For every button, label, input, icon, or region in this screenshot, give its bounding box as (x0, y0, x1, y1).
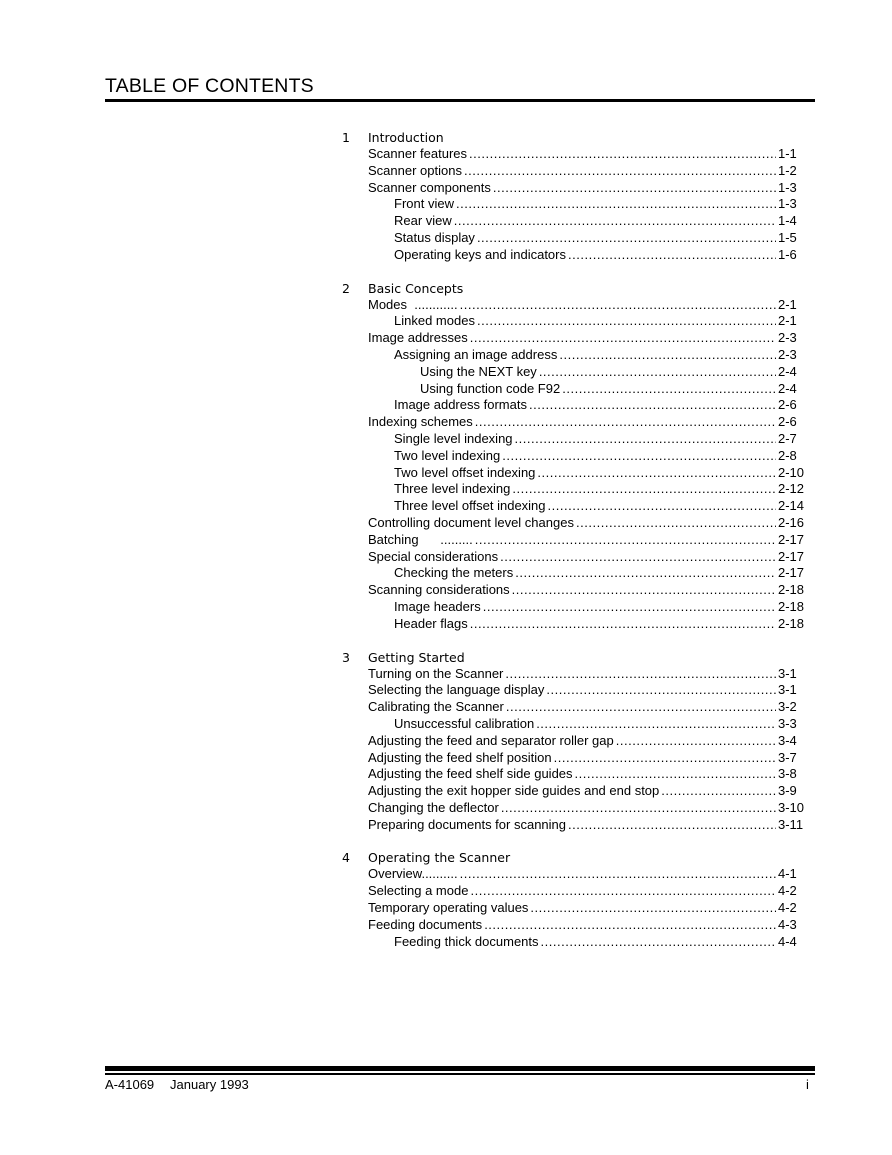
toc-entry-label: Unsuccessful calibration (394, 715, 535, 731)
section-title: Operating the Scanner (368, 850, 511, 866)
toc-entry-page: 2-17 (778, 531, 805, 547)
toc-entry-page: 1-2 (778, 162, 797, 178)
toc-entry[interactable] (368, 330, 810, 347)
toc-entry-label: Adjusting the feed shelf side guides (368, 766, 573, 782)
toc-entry[interactable] (394, 599, 810, 616)
toc-entry-page: 2-3 (778, 330, 797, 346)
toc-entry-page: 2-14 (778, 498, 805, 514)
toc-entry[interactable] (368, 766, 810, 783)
dot-leader (568, 247, 776, 264)
toc-entry-label: Changing the deflector (368, 799, 499, 815)
toc-entry-page: 2-18 (778, 598, 805, 614)
toc-entry-page: 2-10 (778, 464, 805, 480)
section-number: 1 (342, 130, 350, 145)
dot-leader (515, 431, 776, 448)
toc-entry-label: Indexing schemes (368, 414, 473, 430)
toc-entry[interactable] (368, 733, 810, 750)
dot-leader (616, 733, 776, 750)
toc-entry[interactable] (368, 883, 810, 900)
toc-entry-label: Scanner features (368, 146, 468, 161)
toc-entry-label: Turning on the Scanner (368, 665, 504, 681)
toc-entry[interactable] (394, 397, 810, 414)
dot-leader (460, 297, 776, 314)
footer-rule-thick (105, 1066, 815, 1071)
toc-entry-page: 1-5 (778, 229, 797, 245)
toc-entry[interactable] (368, 297, 810, 314)
toc-entry-page: 2-17 (778, 565, 805, 581)
toc-entry-label: Linked modes (394, 313, 475, 329)
dot-leader (469, 146, 776, 163)
toc-entry-page: 2-3 (778, 346, 797, 362)
footer-page-number: i (806, 1077, 809, 1092)
dot-leader (576, 515, 776, 532)
dot-leader (456, 196, 776, 213)
toc-entry-page: 3-2 (778, 699, 797, 715)
toc-entry-page: 4-2 (778, 900, 797, 916)
toc-entry-label: Rear view (394, 213, 452, 229)
dot-leader (661, 783, 776, 800)
toc-entry-label: Calibrating the Scanner (368, 699, 504, 715)
toc-entry-label: Image headers (394, 598, 481, 614)
toc-entry-page: 2-16 (778, 514, 805, 530)
dot-leader (541, 934, 776, 951)
dot-leader (501, 800, 776, 817)
toc-entry-page: 2-17 (778, 548, 805, 564)
dot-leader (512, 481, 776, 498)
toc-entry[interactable] (368, 515, 810, 532)
toc-entry[interactable] (368, 800, 810, 817)
toc-entry[interactable] (368, 817, 810, 834)
dot-leader (554, 750, 776, 767)
toc-entry[interactable] (368, 414, 810, 431)
toc-entry-label: Checking the meters (394, 565, 514, 581)
toc-entry-page: 3-10 (778, 799, 805, 815)
toc-entry[interactable] (368, 917, 810, 934)
toc-entry-page: 1-6 (778, 246, 797, 262)
toc-section (340, 833, 810, 950)
toc-entry-label: Adjusting the feed shelf position (368, 749, 552, 765)
toc-entry[interactable] (394, 196, 810, 213)
toc-entry-label: Selecting a mode (368, 883, 469, 899)
section-number: 3 (342, 649, 350, 665)
dot-leader (477, 313, 776, 330)
dot-leader (562, 381, 776, 398)
toc-entry-page: 2-1 (778, 296, 797, 312)
toc-entry-label: Temporary operating values (368, 900, 529, 916)
toc-entry-page: 1-3 (778, 179, 797, 195)
dot-leader (515, 565, 776, 582)
toc-entry-label: Front view (394, 196, 454, 212)
footer-rule-thin (105, 1073, 815, 1075)
title-rule (105, 99, 815, 102)
toc-entry-label: Two level offset indexing (394, 464, 536, 480)
toc-entry-page: 4-1 (778, 866, 797, 882)
toc-entry-label: Controlling document level changes (368, 514, 574, 530)
dot-leader (529, 397, 776, 414)
toc-entry-page: 2-6 (778, 414, 797, 430)
section-number: 4 (342, 850, 350, 866)
toc-entry-label: Operating keys and indicators (394, 246, 566, 262)
toc-entry-page: 1-1 (778, 146, 797, 161)
toc-entry-page: 3-7 (778, 749, 797, 765)
toc-entry[interactable] (394, 448, 810, 465)
toc-entry[interactable] (394, 565, 810, 582)
toc-entry-page: 3-11 (778, 816, 804, 832)
toc-entry[interactable] (368, 699, 810, 716)
toc-entry[interactable] (368, 163, 810, 180)
toc-entry-label: Scanning considerations (368, 582, 510, 598)
dot-leader (464, 163, 776, 180)
toc-entry[interactable] (394, 431, 810, 448)
toc-entry-label: Adjusting the exit hopper side guides and end stop (368, 783, 660, 799)
toc-entry-label: Feeding documents (368, 916, 483, 932)
toc-entry-page: 1-4 (778, 213, 797, 229)
dot-leader (506, 699, 776, 716)
dot-leader (500, 549, 776, 566)
toc-entry-label: Selecting the language display (368, 682, 545, 698)
toc-entry-label: Image address formats (394, 397, 527, 413)
toc-entry-label: Three level offset indexing (394, 498, 546, 514)
table-of-contents (340, 129, 810, 950)
toc-entry[interactable] (368, 682, 810, 699)
dot-leader (470, 330, 776, 347)
toc-entry[interactable] (394, 247, 810, 264)
toc-entry[interactable] (368, 783, 810, 800)
section-number: 2 (342, 280, 350, 296)
toc-entry-page: 2-4 (778, 363, 797, 379)
dot-leader (483, 599, 776, 616)
section-heading (340, 849, 810, 866)
section-heading (340, 649, 810, 666)
toc-entry-page: 2-6 (778, 397, 797, 413)
toc-entry-page: 3-1 (778, 665, 797, 681)
toc-entry[interactable] (394, 213, 810, 230)
dot-leader (546, 682, 776, 699)
dot-leader (502, 448, 776, 465)
toc-entry[interactable] (394, 465, 810, 482)
toc-entry-label: Batching ......... (368, 531, 473, 547)
toc-entry-label: Scanner components (368, 179, 491, 195)
dot-leader (470, 883, 776, 900)
dot-leader (548, 498, 776, 515)
section-title: Getting Started (368, 649, 465, 665)
toc-entry[interactable] (368, 750, 810, 767)
dot-leader (575, 766, 776, 783)
toc-entry[interactable] (368, 866, 810, 883)
page-title: TABLE OF CONTENTS (105, 75, 314, 97)
dot-leader (568, 817, 776, 834)
toc-entry-page: 4-2 (778, 883, 797, 899)
toc-section (340, 633, 810, 834)
dot-leader (454, 213, 776, 230)
toc-entry[interactable] (420, 364, 810, 381)
dot-leader (475, 532, 776, 549)
dot-leader (536, 716, 776, 733)
toc-entry-label: Feeding thick documents (394, 933, 539, 949)
toc-entry-page: 2-7 (778, 430, 797, 446)
toc-entry-label: Image addresses (368, 330, 468, 346)
toc-entry[interactable] (394, 716, 810, 733)
toc-entry-page: 3-3 (778, 715, 797, 731)
toc-section (340, 264, 810, 633)
toc-entry-label: Adjusting the feed and separator roller gap (368, 732, 614, 748)
dot-leader (559, 347, 776, 364)
dot-leader (493, 180, 776, 197)
footer-date: January 1993 (170, 1077, 249, 1092)
toc-entry-page: 2-18 (778, 582, 805, 598)
dot-leader (484, 917, 776, 934)
toc-entry[interactable] (368, 666, 810, 683)
toc-entry-page: 4-4 (778, 933, 797, 949)
toc-entry-label: Header flags (394, 615, 468, 631)
toc-entry-page: 3-4 (778, 732, 797, 748)
toc-entry[interactable] (394, 481, 810, 498)
toc-entry-label: Modes ............ (368, 296, 458, 312)
toc-entry[interactable] (368, 900, 810, 917)
toc-entry[interactable] (394, 616, 810, 633)
toc-entry-page: 2-4 (778, 380, 797, 396)
section-title: Basic Concepts (368, 280, 464, 296)
toc-entry-page: 1-3 (778, 196, 797, 212)
toc-entry-label: Overview.......... (368, 866, 458, 882)
toc-entry-label: Single level indexing (394, 430, 513, 446)
toc-entry-page: 2-8 (778, 447, 797, 463)
section-heading (340, 280, 810, 297)
toc-entry[interactable] (420, 381, 810, 398)
dot-leader (539, 364, 776, 381)
toc-entry[interactable] (394, 498, 810, 515)
toc-entry[interactable] (394, 934, 810, 951)
toc-entry[interactable] (394, 313, 810, 330)
toc-entry-page: 3-1 (778, 682, 797, 698)
toc-entry-label: Using the NEXT key (420, 363, 537, 379)
toc-entry[interactable] (368, 549, 810, 566)
dot-leader (477, 230, 776, 247)
dot-leader (505, 666, 776, 683)
toc-entry-page: 4-3 (778, 916, 797, 932)
toc-entry-label: Assigning an image address (394, 346, 558, 362)
toc-entry-page: 2-1 (778, 313, 797, 329)
toc-entry-page: 2-18 (778, 615, 805, 631)
toc-entry[interactable] (368, 180, 810, 197)
toc-entry-label: Three level indexing (394, 481, 511, 497)
toc-entry-label: Scanner options (368, 162, 462, 178)
toc-entry-page: 3-8 (778, 766, 797, 782)
toc-entry-label: Preparing documents for scanning (368, 816, 567, 832)
toc-entry[interactable] (368, 532, 810, 549)
section-title: Introduction (368, 130, 444, 145)
toc-entry-label: Two level indexing (394, 447, 501, 463)
toc-entry[interactable] (368, 146, 810, 163)
dot-leader (537, 465, 776, 482)
toc-entry[interactable] (394, 230, 810, 247)
toc-entry[interactable] (394, 347, 810, 364)
dot-leader (530, 900, 776, 917)
toc-entry-label: Special considerations (368, 548, 499, 564)
toc-section (340, 129, 810, 264)
dot-leader (460, 866, 776, 883)
dot-leader (512, 582, 776, 599)
toc-entry-page: 2-12 (778, 481, 805, 497)
toc-entry-page: 3-9 (778, 783, 797, 799)
dot-leader (475, 414, 776, 431)
section-heading (340, 129, 810, 146)
toc-entry[interactable] (368, 582, 810, 599)
dot-leader (470, 616, 776, 633)
footer-document-number: A-41069 (105, 1077, 155, 1092)
toc-entry-label: Using function code F92 (420, 380, 561, 396)
toc-entry-label: Status display (394, 229, 475, 245)
